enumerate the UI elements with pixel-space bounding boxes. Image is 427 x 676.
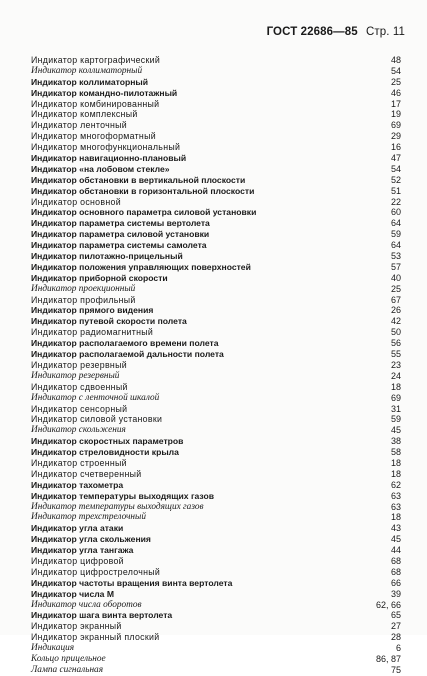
index-page-ref: 18 bbox=[390, 512, 401, 523]
index-term: Индикатор тахометра bbox=[31, 479, 124, 490]
index-term: Индикатор стреловидности крыла bbox=[31, 447, 179, 458]
index-term: Индикатор многофункциональный bbox=[31, 142, 181, 153]
index-page-ref: 69 bbox=[390, 392, 401, 403]
index-term: Индикатор строенный bbox=[31, 457, 127, 468]
index-term: Индикатор картографический bbox=[31, 55, 161, 65]
index-entry bbox=[31, 589, 401, 600]
index-page-ref: 44 bbox=[390, 545, 401, 556]
index-term: Индикатор основного параметра силовой установки bbox=[31, 207, 257, 218]
index-entry bbox=[31, 153, 401, 164]
index-term: Индикатор параметра системы вертолета bbox=[31, 218, 210, 229]
index-term: Индикатор параметра системы самолета bbox=[31, 240, 207, 251]
index-entry bbox=[31, 360, 401, 371]
index-page-ref: 45 bbox=[390, 534, 401, 545]
index-term: Индикатор резервный bbox=[31, 359, 127, 370]
index-page-ref: 51 bbox=[390, 185, 401, 196]
index-entry bbox=[31, 382, 401, 393]
index-entry bbox=[31, 142, 401, 153]
index-entry bbox=[31, 545, 401, 556]
index-entry bbox=[31, 99, 401, 110]
index-page-ref: 67 bbox=[390, 294, 401, 305]
index-term: Индикатор температуры выходящих газов bbox=[31, 501, 204, 512]
index-term: Индикатор с ленточной шкалой bbox=[31, 392, 160, 403]
index-page-ref: 56 bbox=[390, 338, 401, 349]
index-entry bbox=[31, 66, 401, 77]
index-term: Индикатор коллиматорный bbox=[31, 65, 143, 76]
index-entry bbox=[31, 175, 401, 186]
index-page-ref: 64 bbox=[390, 218, 401, 229]
index-entry bbox=[31, 393, 401, 404]
index-entry bbox=[31, 240, 401, 251]
index-page-ref: 31 bbox=[390, 403, 401, 414]
index-page-ref: 55 bbox=[390, 349, 401, 360]
index-entry bbox=[31, 295, 401, 306]
standard-number: ГОСТ 22686—85 bbox=[266, 26, 358, 38]
index-entry bbox=[31, 491, 401, 502]
index-page-ref: 53 bbox=[390, 251, 401, 262]
index-entry bbox=[31, 621, 401, 632]
index-term: Индикатор обстановки в вертикальной плоскости bbox=[31, 174, 246, 185]
index-entry bbox=[31, 600, 401, 611]
index-entry bbox=[31, 512, 401, 523]
index-term: Индикатор обстановки в горизонтальной плоскости bbox=[31, 185, 255, 196]
index-entry bbox=[31, 654, 401, 665]
index-term: Индикатор радиомагнитный bbox=[31, 327, 154, 338]
index-entry bbox=[31, 556, 401, 567]
index-page-ref: 54 bbox=[390, 163, 401, 174]
index-entry bbox=[31, 458, 401, 469]
index-term: Индикатор угла скольжения bbox=[31, 534, 151, 545]
index-page-ref: 38 bbox=[390, 436, 401, 447]
index-term: Индикатор прямого видения bbox=[31, 305, 154, 316]
index-term: Индикатор экранный bbox=[31, 621, 122, 632]
index-page-ref: 43 bbox=[390, 523, 401, 534]
index-page-ref: 68 bbox=[390, 566, 401, 577]
index-term: Индикатор путевой скорости полета bbox=[31, 316, 187, 327]
index-page-ref: 42 bbox=[390, 316, 401, 327]
index-term: Лампа сигнальная bbox=[31, 664, 104, 675]
index-entry bbox=[31, 262, 401, 273]
index-page-ref: 28 bbox=[390, 632, 401, 643]
index-term: Индикатор частоты вращения винта вертолета bbox=[31, 577, 233, 588]
index-term: Индикатор основной bbox=[31, 196, 121, 207]
index-page-ref: 39 bbox=[390, 588, 401, 599]
index-entry bbox=[31, 197, 401, 208]
index-term: Индикатор числа М bbox=[31, 588, 115, 599]
index-entry bbox=[31, 164, 401, 175]
index-term: Индикатор сдвоенный bbox=[31, 381, 128, 392]
index-term: Индикатор ленточный bbox=[31, 120, 128, 131]
index-page-ref: 25 bbox=[390, 283, 401, 294]
index-term: Индикатор трехстрелочный bbox=[31, 512, 146, 523]
index-entry bbox=[31, 207, 401, 218]
index-entry bbox=[31, 186, 401, 197]
index-entry bbox=[31, 77, 401, 88]
index-entry bbox=[31, 316, 401, 327]
index-page-ref: 17 bbox=[390, 98, 401, 109]
index-term: Индикатор пилотажно-прицельный bbox=[31, 251, 183, 262]
index-page-ref: 59 bbox=[390, 229, 401, 240]
index-page-ref: 22 bbox=[390, 196, 401, 207]
index-entry bbox=[31, 643, 401, 654]
index-term: Индикатор числа оборотов bbox=[31, 599, 142, 610]
index-page-ref: 63 bbox=[390, 501, 401, 512]
index-term: Индикатор скольжения bbox=[31, 425, 126, 436]
index-entry bbox=[31, 502, 401, 513]
index-entry bbox=[31, 55, 401, 66]
page-header bbox=[267, 26, 405, 38]
index-entry bbox=[31, 469, 401, 480]
index-entry bbox=[31, 88, 401, 99]
index-page-ref: 52 bbox=[390, 174, 401, 185]
index-entry bbox=[31, 338, 401, 349]
index-entry bbox=[31, 578, 401, 589]
index-term: Индикатор коллиматорный bbox=[31, 76, 149, 87]
index-page-ref: 24 bbox=[390, 370, 401, 381]
index-term: Индикатор комбинированный bbox=[31, 98, 160, 109]
index-entry bbox=[31, 436, 401, 447]
index-page-ref: 26 bbox=[390, 305, 401, 316]
page-number: Стр. 11 bbox=[366, 26, 405, 38]
index-entry bbox=[31, 218, 401, 229]
index-page-ref: 27 bbox=[390, 621, 401, 632]
index-page-ref: 65 bbox=[390, 610, 401, 621]
index-entry bbox=[31, 404, 401, 415]
index-entry bbox=[31, 447, 401, 458]
index-term: Индикатор шага винта вертолета bbox=[31, 610, 173, 621]
index-term: Индикатор скоростных параметров bbox=[31, 436, 184, 447]
index-term: Индикатор многоформатный bbox=[31, 131, 156, 142]
index-term: Индикатор параметра силовой установки bbox=[31, 229, 210, 240]
index-term: Индикатор навигационно-плановый bbox=[31, 153, 187, 164]
index-entry bbox=[31, 665, 401, 676]
index-page-ref: 75 bbox=[390, 664, 401, 675]
index-page-ref: 46 bbox=[390, 87, 401, 98]
index-entry bbox=[31, 273, 401, 284]
index-term: Индикатор счетверенный bbox=[31, 468, 142, 479]
index-term: Индикатор температуры выходящих газов bbox=[31, 490, 215, 501]
index-entry bbox=[31, 632, 401, 643]
index-page-ref: 62 bbox=[390, 479, 401, 490]
index-entry bbox=[31, 229, 401, 240]
index-page-ref: 45 bbox=[390, 425, 401, 436]
index-term: Индикатор цифровой bbox=[31, 555, 124, 566]
index-page-ref: 23 bbox=[390, 359, 401, 370]
index-term: Кольцо прицельное bbox=[31, 653, 106, 664]
index-term: Индикатор цифрострелочный bbox=[31, 566, 161, 577]
index-entry bbox=[31, 425, 401, 436]
index-term: Индикатор комплексный bbox=[31, 109, 138, 120]
index-page-ref: 59 bbox=[390, 414, 401, 425]
index-entry bbox=[31, 414, 401, 425]
index-term: Индикатор резервный bbox=[31, 370, 120, 381]
index-term: Индикатор положения управляющих поверхностей bbox=[31, 261, 251, 272]
index-page-ref: 58 bbox=[390, 447, 401, 458]
index-entry bbox=[31, 131, 401, 142]
index-entry bbox=[31, 327, 401, 338]
index-page-ref: 18 bbox=[390, 468, 401, 479]
index-term: Индикатор сенсорный bbox=[31, 403, 128, 414]
index-entry bbox=[31, 480, 401, 491]
index-page-ref: 18 bbox=[390, 457, 401, 468]
index-entry bbox=[31, 523, 401, 534]
index-entry bbox=[31, 305, 401, 316]
index-page-ref: 54 bbox=[390, 65, 401, 76]
index-page-ref: 48 bbox=[390, 55, 401, 65]
index-entry bbox=[31, 109, 401, 120]
index-list bbox=[31, 55, 401, 676]
index-page-ref: 40 bbox=[390, 272, 401, 283]
index-term: Индикатор располагаемой дальности полета bbox=[31, 349, 224, 360]
index-entry bbox=[31, 567, 401, 578]
index-entry bbox=[31, 120, 401, 131]
index-entry bbox=[31, 610, 401, 621]
index-page-ref: 69 bbox=[390, 120, 401, 131]
index-term: Индикатор проекционный bbox=[31, 283, 136, 294]
index-entry bbox=[31, 534, 401, 545]
index-entry bbox=[31, 251, 401, 262]
index-term: Индикатор командно-пилотажный bbox=[31, 87, 178, 98]
index-page-ref: 63 bbox=[390, 490, 401, 501]
index-page-ref: 16 bbox=[390, 142, 401, 153]
index-page-ref: 25 bbox=[390, 76, 401, 87]
index-entry bbox=[31, 371, 401, 382]
index-page-ref: 60 bbox=[390, 207, 401, 218]
index-term: Индикатор приборной скорости bbox=[31, 272, 168, 283]
index-entry bbox=[31, 349, 401, 360]
index-page-ref: 47 bbox=[390, 153, 401, 164]
index-term: Индикатор угла атаки bbox=[31, 523, 124, 534]
index-page-ref: 64 bbox=[390, 240, 401, 251]
index-page-ref: 19 bbox=[390, 109, 401, 120]
index-term: Индикатор располагаемого времени полета bbox=[31, 338, 219, 349]
index-page-ref: 50 bbox=[390, 327, 401, 338]
index-page-ref: 29 bbox=[390, 131, 401, 142]
index-page-ref: 6 bbox=[395, 643, 401, 654]
index-page-ref: 86, 87 bbox=[375, 653, 401, 664]
index-page-ref: 68 bbox=[390, 555, 401, 566]
index-term: Индикатор силовой установки bbox=[31, 414, 163, 425]
index-page-ref: 66 bbox=[390, 577, 401, 588]
index-term: Индикатор экранный плоский bbox=[31, 632, 160, 643]
index-term: Индикатор «на лобовом стекле» bbox=[31, 163, 170, 174]
index-entry bbox=[31, 284, 401, 295]
index-term: Индикатор угла тангажа bbox=[31, 545, 134, 556]
index-page-ref: 18 bbox=[390, 381, 401, 392]
index-page-ref: 62, 66 bbox=[375, 599, 401, 610]
index-term: Индикация bbox=[31, 643, 75, 654]
index-page-ref: 57 bbox=[390, 261, 401, 272]
index-term: Индикатор профильный bbox=[31, 294, 136, 305]
